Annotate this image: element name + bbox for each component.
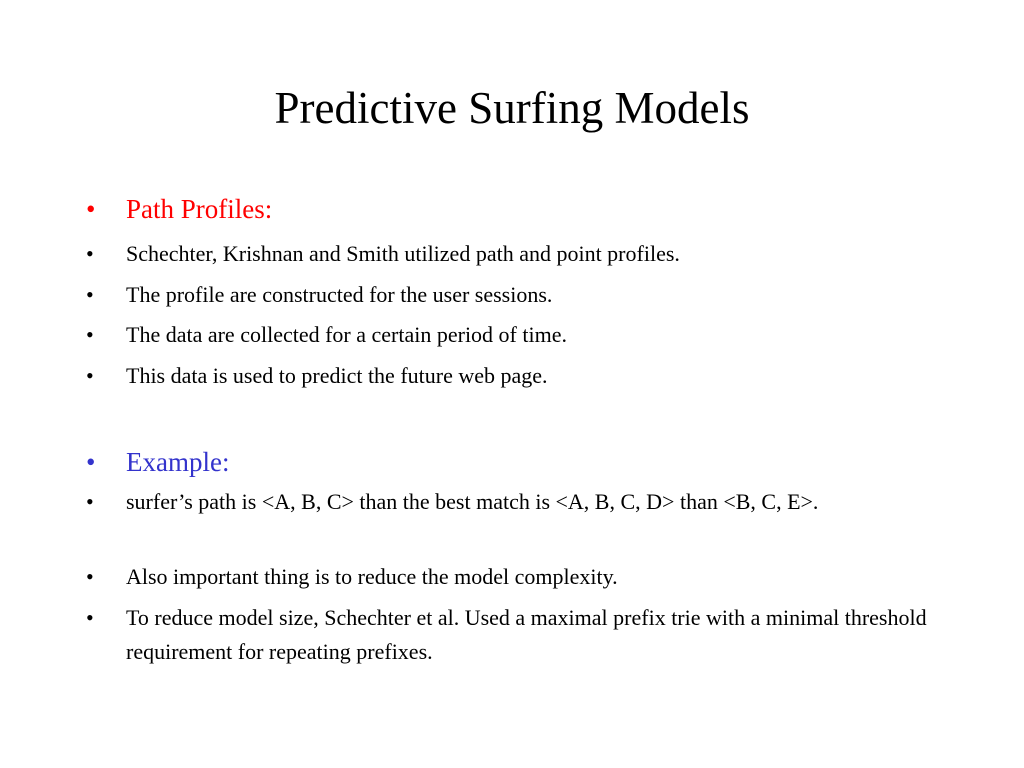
list-item xyxy=(86,278,946,312)
section-heading-text: Path Profiles: xyxy=(126,194,273,224)
section-heading-path-profiles xyxy=(86,190,946,228)
section-heading-example xyxy=(86,443,946,481)
list-item-text: Schechter, Krishnan and Smith utilized path and point profiles. xyxy=(126,241,680,266)
list-item xyxy=(86,601,946,669)
bullet-glyph: • xyxy=(86,489,94,514)
list-item-text: The profile are constructed for the user sessions. xyxy=(126,282,553,307)
list-item xyxy=(86,359,946,393)
bullet-glyph: • xyxy=(86,605,94,630)
bullet-glyph: • xyxy=(86,447,96,477)
list-item xyxy=(86,318,946,352)
slide-title: Predictive Surfing Models xyxy=(274,83,750,133)
bullet-glyph: • xyxy=(86,564,94,589)
list-item-text: The data are collected for a certain period of time. xyxy=(126,322,567,347)
list-item-text: Also important thing is to reduce the model complexity. xyxy=(126,564,618,589)
list-item-text: To reduce model size, Schechter et al. Used a maximal prefix trie with a minimal threshold requirement for repeating prefixes. xyxy=(126,605,927,664)
list-item-text: surfer’s path is <A, B, C> than the best match is <A, B, C, D> than <B, C, E>. xyxy=(126,489,819,514)
list-item xyxy=(86,485,946,519)
list-item-text: This data is used to predict the future web page. xyxy=(126,363,548,388)
bullet-glyph: • xyxy=(86,322,94,347)
section-heading-text: Example: xyxy=(126,447,230,477)
bullet-glyph: • xyxy=(86,282,94,307)
bullet-glyph: • xyxy=(86,194,96,224)
bullet-glyph: • xyxy=(86,241,94,266)
bullet-glyph: • xyxy=(86,363,94,388)
list-item xyxy=(86,237,946,271)
list-item xyxy=(86,560,946,594)
